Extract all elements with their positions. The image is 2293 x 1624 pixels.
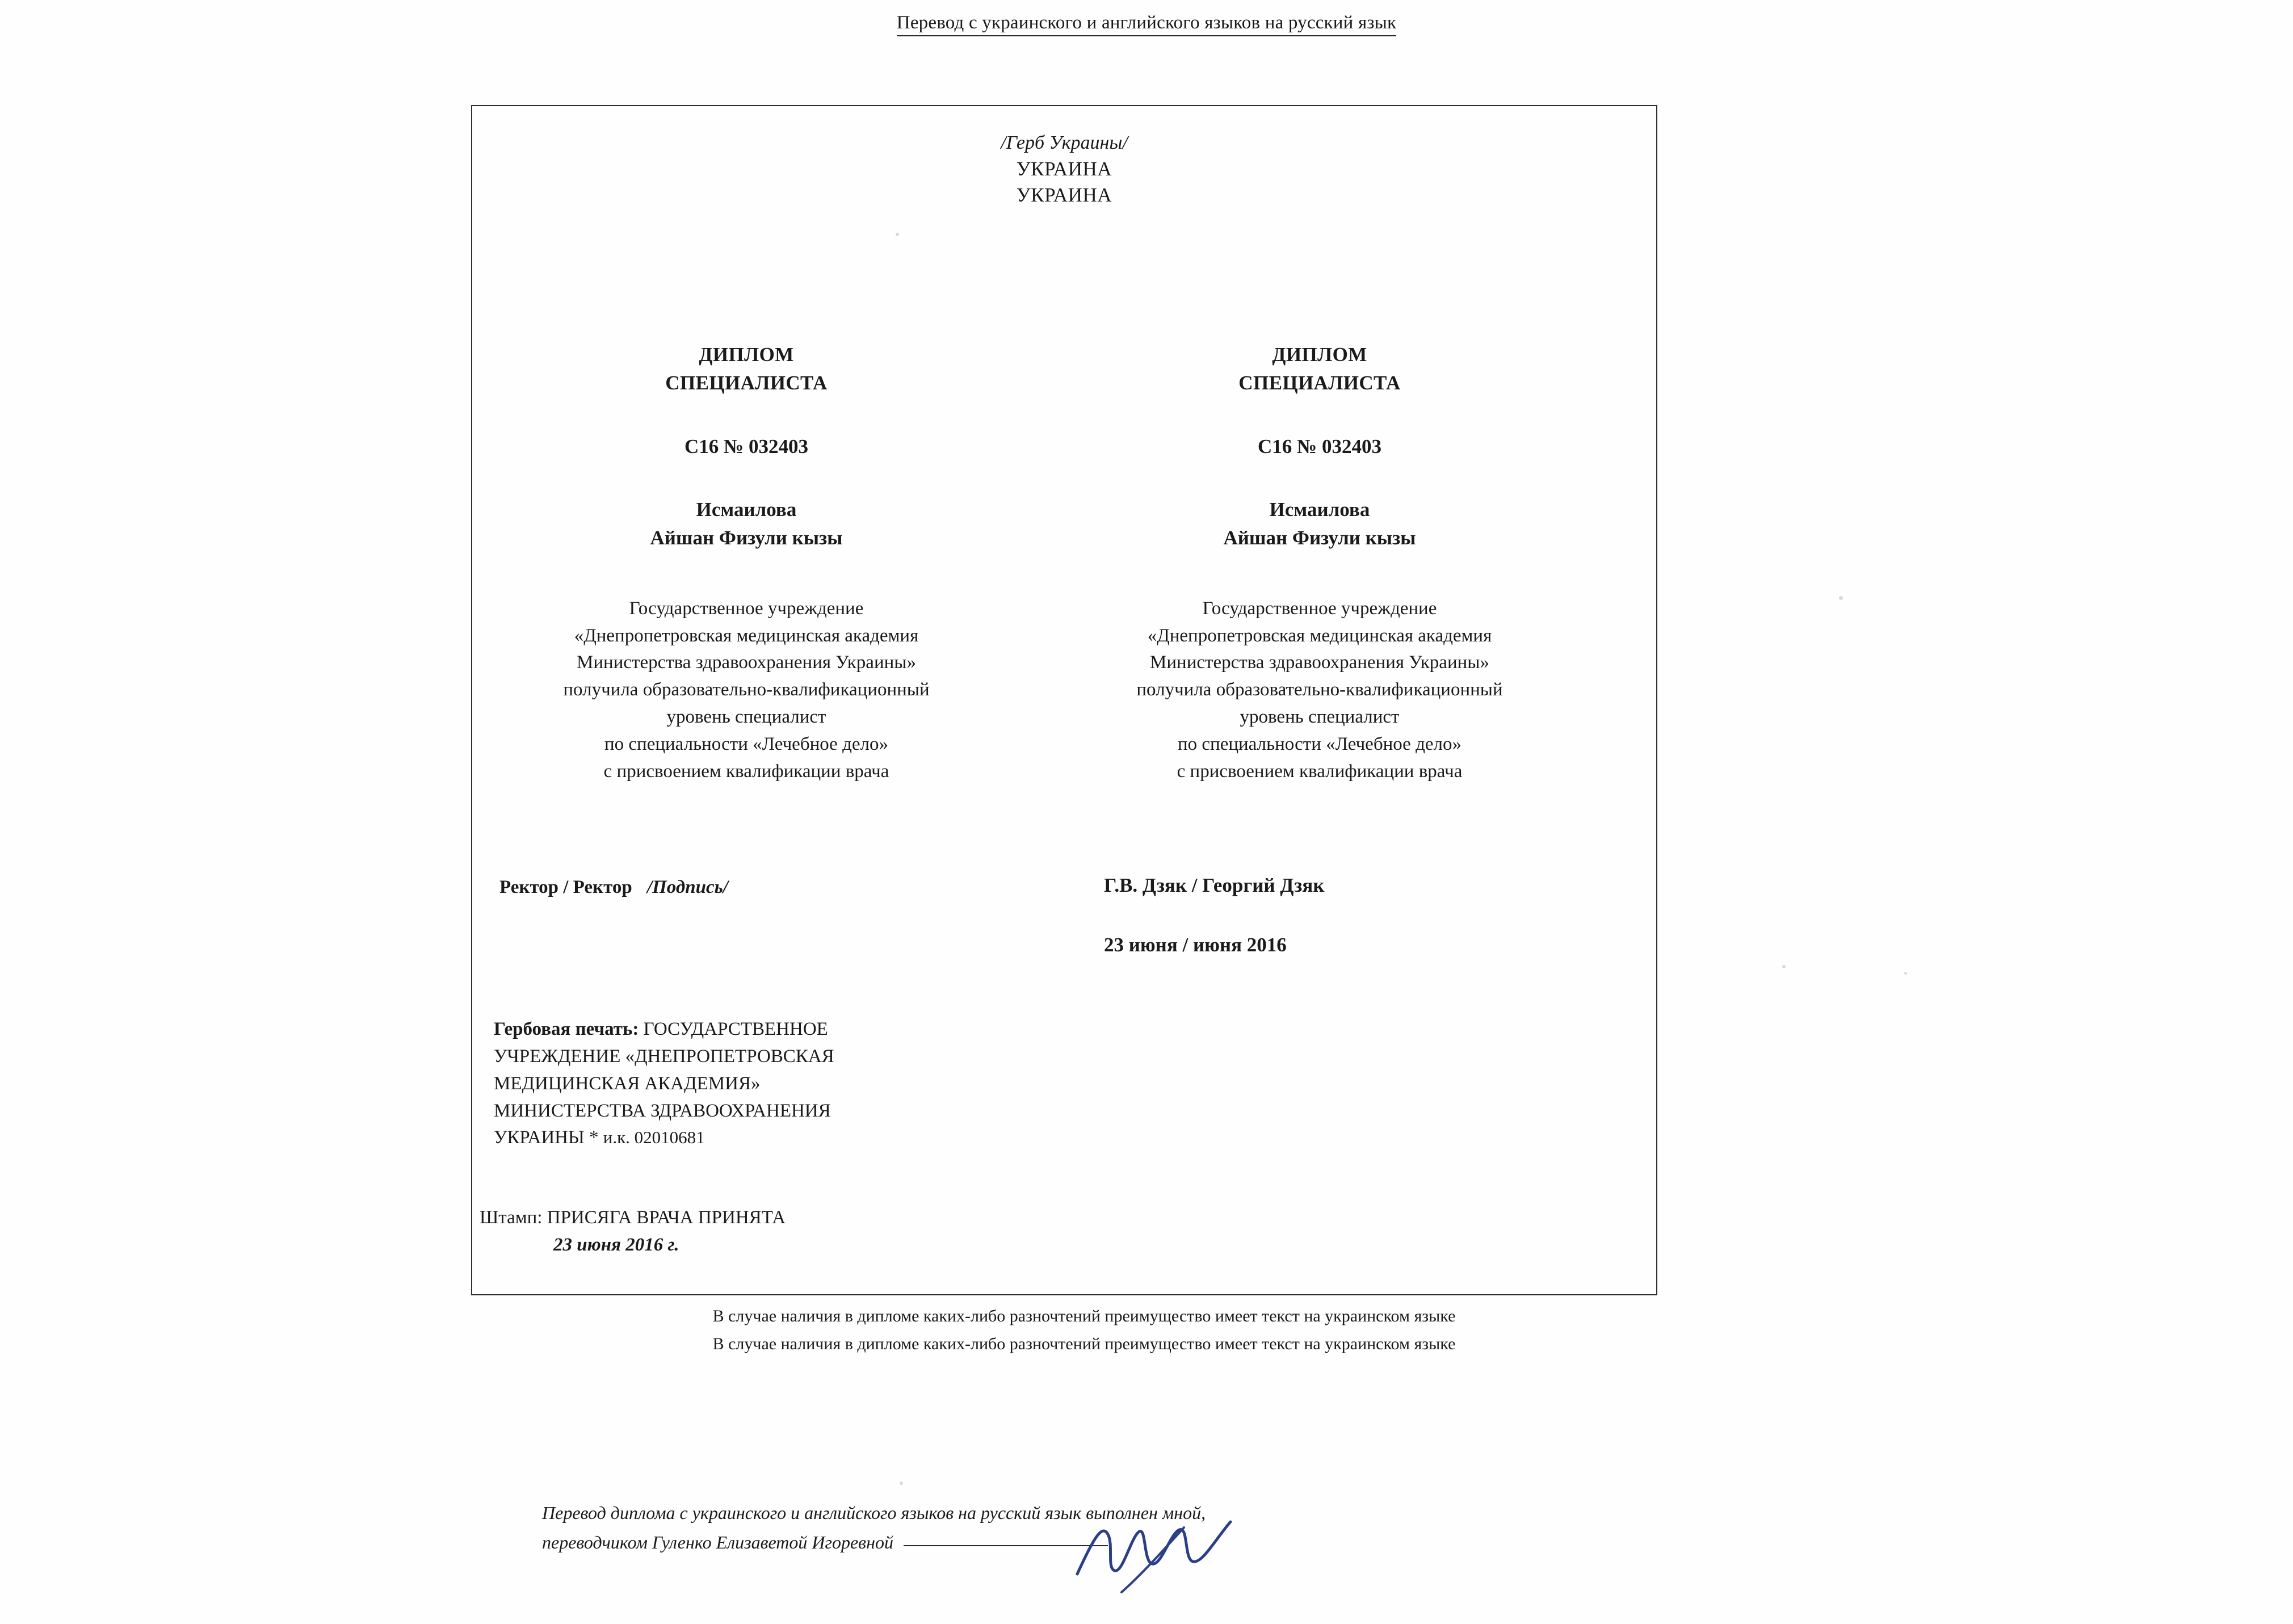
diploma-body-left bbox=[494, 595, 999, 786]
body-left-line7: с присвоением квалификации врача bbox=[603, 761, 889, 782]
holder-name-right bbox=[1067, 496, 1572, 552]
translator-line-1: Перевод диплома с украинского и английского языков на русский язык выполнен мной, bbox=[542, 1503, 1206, 1523]
body-right-line4: получила образовательно-квалификационный bbox=[1136, 679, 1503, 700]
country-line-2: УКРАИНА bbox=[1016, 184, 1112, 207]
body-left-line4: получила образовательно-квалификационный bbox=[563, 679, 930, 700]
rector-name: Г.В. Дзяк / Георгий Дзяк bbox=[1104, 874, 1325, 896]
diploma-number-right: С16 № 032403 bbox=[1258, 435, 1381, 458]
seal-line-3: МЕДИЦИНСКАЯ АКАДЕМИЯ» bbox=[494, 1073, 761, 1094]
emblem-block bbox=[471, 131, 1657, 208]
footnote-line-1: В случае наличия в дипломе каких-либо разночтений преимущество имеет текст на украинском языке bbox=[712, 1307, 1456, 1325]
seal-code: и.к. 02010681 bbox=[603, 1127, 705, 1148]
translation-header-text: Перевод с украинского и английского языков на русский язык bbox=[897, 12, 1396, 36]
diploma-title-left-line1: ДИПЛОМ bbox=[699, 343, 794, 366]
diploma-column-right bbox=[1067, 341, 1572, 786]
country-line-1: УКРАИНА bbox=[1016, 157, 1112, 180]
translator-block bbox=[542, 1499, 1507, 1558]
diploma-title-left-line2: СПЕЦИАЛИСТА bbox=[665, 371, 828, 394]
body-left-line1: Государственное учреждение bbox=[629, 598, 864, 619]
body-right-line2: «Днепропетровская медицинская академия bbox=[1147, 625, 1492, 646]
scan-speck bbox=[1839, 596, 1843, 600]
body-right-line5: уровень специалист bbox=[1240, 707, 1400, 728]
footnotes bbox=[545, 1303, 1623, 1358]
seal-line-5: УКРАИНЫ * bbox=[494, 1127, 599, 1148]
holder-surname-left: Исмаилова bbox=[696, 498, 797, 521]
scan-speck bbox=[1904, 972, 1907, 975]
body-left-line3: Министерства здравоохранения Украины» bbox=[577, 652, 916, 673]
stamp-block bbox=[480, 1205, 1132, 1259]
scan-speck bbox=[896, 233, 899, 236]
translation-header bbox=[0, 12, 2293, 33]
body-right-line6: по специальности «Лечебное дело» bbox=[1178, 733, 1462, 754]
seal-line-4: МИНИСТЕРСТВА ЗДРАВООХРАНЕНИЯ bbox=[494, 1100, 831, 1121]
scan-speck bbox=[1782, 965, 1786, 968]
diploma-number-left: С16 № 032403 bbox=[684, 435, 808, 458]
body-right-line7: с присвоением квалификации врача bbox=[1177, 761, 1463, 782]
rector-line bbox=[499, 877, 728, 898]
diploma-title-right-line1: ДИПЛОМ bbox=[1272, 343, 1367, 366]
diploma-title-right-line2: СПЕЦИАЛИСТА bbox=[1238, 371, 1401, 394]
holder-given-name-right: Айшан Физули кызы bbox=[1223, 527, 1416, 549]
document-frame-bottom-rule bbox=[471, 1294, 1657, 1295]
seal-line-2: УЧРЕЖДЕНИЕ «ДНЕПРОПЕТРОВСКАЯ bbox=[494, 1046, 834, 1067]
diploma-title-right bbox=[1067, 341, 1572, 397]
diploma-title-left bbox=[494, 341, 999, 397]
holder-surname-right: Исмаилова bbox=[1269, 498, 1370, 521]
body-left-line5: уровень специалист bbox=[666, 707, 826, 728]
body-left-line6: по специальности «Лечебное дело» bbox=[604, 733, 888, 754]
diploma-column-left bbox=[494, 341, 999, 786]
rector-signature-note: /Подпись/ bbox=[646, 877, 728, 897]
stamp-label: Штамп: bbox=[480, 1207, 543, 1228]
coat-of-arms-note: /Герб Украины/ bbox=[1001, 132, 1128, 153]
holder-given-name-left: Айшан Физули кызы bbox=[650, 527, 843, 549]
footnote-line-2: В случае наличия в дипломе каких-либо разночтений преимущество имеет текст на украинском языке bbox=[712, 1334, 1456, 1353]
seal-block bbox=[494, 1016, 1118, 1152]
holder-name-left bbox=[494, 496, 999, 552]
stamp-text: ПРИСЯГА ВРАЧА ПРИНЯТА bbox=[547, 1207, 786, 1228]
body-left-line2: «Днепропетровская медицинская академия bbox=[574, 625, 919, 646]
stamp-date: 23 июня 2016 г. bbox=[553, 1234, 679, 1255]
body-right-line1: Государственное учреждение bbox=[1202, 598, 1437, 619]
translator-line-2: переводчиком Гуленко Елизаветой Игоревной bbox=[542, 1531, 893, 1552]
diploma-body-right bbox=[1067, 595, 1572, 786]
seal-line-1: ГОСУДАРСТВЕННОЕ bbox=[643, 1019, 828, 1039]
translator-signature-line bbox=[904, 1545, 1108, 1546]
rector-label: Ректор / Ректор bbox=[499, 877, 632, 897]
diploma-date: 23 июня / июня 2016 bbox=[1104, 934, 1287, 956]
scan-speck bbox=[900, 1482, 903, 1485]
seal-label: Гербовая печать: bbox=[494, 1019, 639, 1039]
body-right-line3: Министерства здравоохранения Украины» bbox=[1150, 652, 1489, 673]
